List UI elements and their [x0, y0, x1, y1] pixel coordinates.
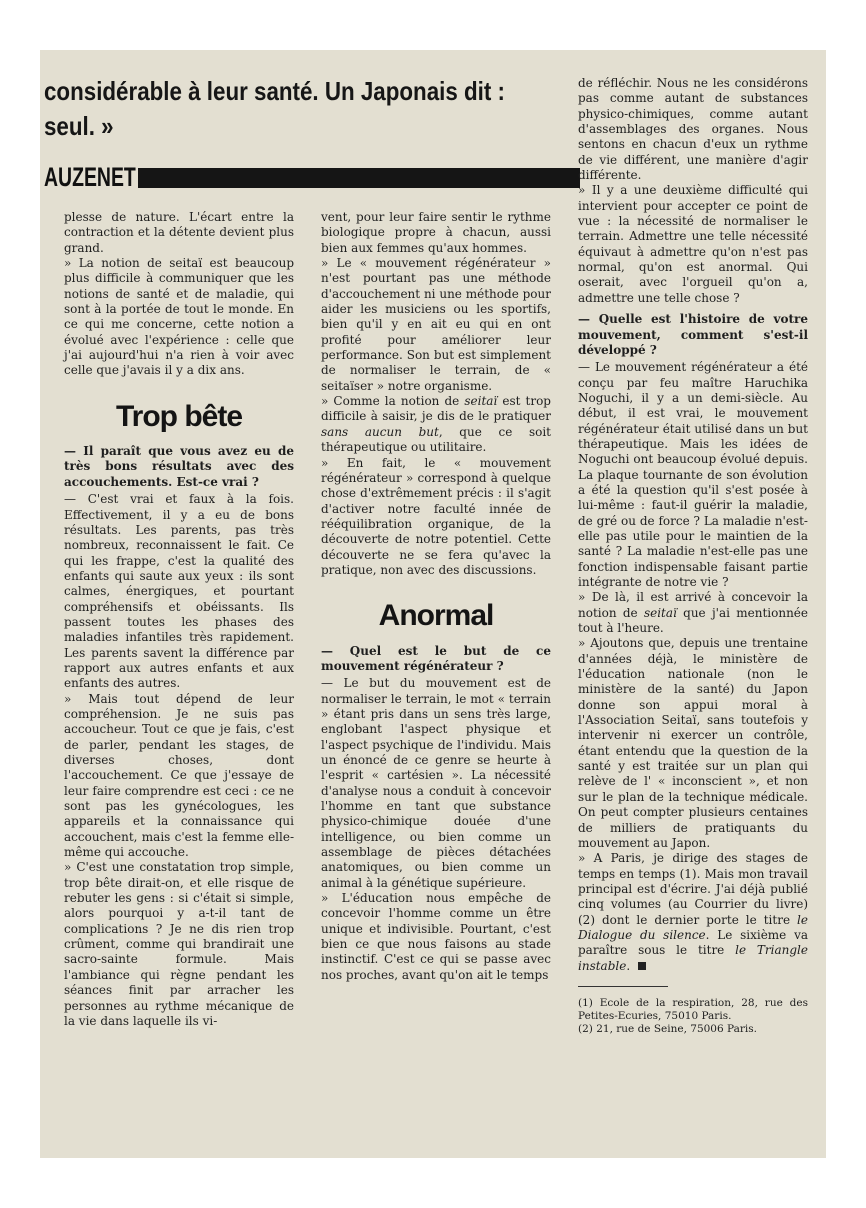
paragraph: — C'est vrai et faux à la fois. Effectivement, il y a eu de bons résultats. Les parents, pas très nombreux, reconnaissent le fait. Ce qui les frappe, c'est la qualité des enfants qui saute aux yeux : ils sont calmes, énergiques, et pourtant compréhensifs et obéissants. Ils passent toutes les phases des maladies infantiles très rapidement. Les parents savent la différence par rapport aux autres enfants et aux enfants des autres. — [64, 492, 294, 691]
paragraph — [578, 590, 808, 636]
paragraph: » En fait, le « mouvement régénérateur » correspond à quelque chose d'extrêmement précis : il s'agit d'activer notre faculté innée de rééquilibration organique, de la découverte de notre potentiel. Cette découverte ne se fera qu'avec la pratique, non avec des discussions. — [321, 455, 551, 577]
footnote-rule — [578, 986, 668, 993]
italic-term: seitaï — [643, 605, 677, 620]
paragraph — [578, 851, 808, 974]
text-run: » Comme la notion de — [321, 394, 465, 409]
text-run: . — [626, 958, 631, 973]
byline-rule — [138, 168, 580, 188]
column-2 — [321, 210, 551, 983]
text-run: est trop difficile à saisir, je dis de le pratiquer — [321, 394, 551, 424]
footnote-2: (2) 21, rue de Seine, 75006 Paris. — [578, 1022, 757, 1035]
subheading-anormal: Anormal — [378, 599, 494, 633]
question: — Quel est le but de ce mouvement régénérateur ? — [321, 643, 551, 673]
paragraph: — Le but du mouvement est de normaliser le terrain, le mot « terrain » étant pris dans un sens très large, englobant l'aspect physique et l'aspect psychique de l'individu. Mais un énoncé de ce genre se heurte à l'esprit « cartésien ». La nécessité d'analyse nous a conduit à concevoir l'homme en tant que substance physico-chimique douée d'une intelligence, ou bien comme un assemblage de pièces détachées anatomiques, ou bien comme un animal à la génétique supérieure. — [321, 676, 551, 890]
italic-term: seitaï — [464, 394, 498, 409]
italic-title: le Triangle instable — [578, 943, 808, 973]
text-run: , que ce soit thérapeutique ou utilitaire. — [321, 424, 552, 455]
italic-term: sans aucun but — [321, 424, 439, 439]
column-1 — [64, 210, 294, 1029]
paragraph: plesse de nature. L'écart entre la contraction et la détente devient plus grand. — [64, 210, 294, 255]
question: — Il paraît que vous avez eu de très bons résultats avec des accouchements. Est-ce vrai ? — [64, 444, 294, 489]
text-run: . Le sixième va paraître sous le titre — [578, 927, 808, 958]
italic-title: le Dialogue du silence — [578, 912, 808, 942]
paragraph: » La notion de seitaï est beaucoup plus difficile à communiquer que les notions de santé et de maladie, qui sont à la portée de tout le monde. En ce qui me concerne, cette notion a évolué avec l'expérience : celle que j'ai aujourd'hui n'a rien à voir avec celle que j'avais il y a dix ans. — [64, 256, 294, 378]
paragraph: » Le « mouvement régénérateur » n'est pourtant pas une méthode d'accouchement ni une méthode pour aider les musiciens ou les sportifs, bien qu'il y en ait eu qui en ont profité pour améliorer leur performance. Son but est simplement de normaliser le terrain, de « seitaïser » notre organisme. — [321, 256, 551, 393]
paragraph: — Le mouvement régénérateur a été conçu par feu maître Haruchika Noguchi, il y a un demi-siècle. Au début, il est vrai, le mouvement régénérateur était utilisé dans un but thérapeutique. Mais les idées de Noguchi ont beaucoup évolué depuis. La plaque tournante de son évolution a été la question qu'il s'est posée à lui-même : faut-il guérir la maladie, de gré ou de force ? La maladie n'est-elle pas utile pour le maintien de la santé ? La maladie n'est-elle pas une fonction indispensable faisant partie intégrante de notre vie ? — [578, 360, 808, 589]
paragraph: » Ajoutons que, depuis une trentaine d'années déjà, le ministère de l'éducation nationale (non le ministère de la santé) du Japon donne son appui moral à l'Association Seitaï, sans toutefois y intervenir ni exercer un contrôle, étant entendu que la question de la santé y est traitée sur un plan qui relève de l' « inconscient », et non sur le plan de la technique médicale. On peut compter plusieurs centaines de milliers de pratiquants du mouvement au Japon. — [578, 636, 808, 850]
paragraph — [321, 394, 551, 455]
paragraph: vent, pour leur faire sentir le rythme biologique propre à chacun, aussi bien aux femmes qu'aux hommes. — [321, 210, 551, 255]
text-run: » De là, il est arrivé à concevoir la notion de — [578, 590, 808, 620]
headline-line-1: considérable à leur santé. Un Japonais dit : — [44, 76, 506, 106]
paragraph: de réfléchir. Nous ne les considérons pas comme autant de substances physico-chimiques, comme autant d'assemblages des organes. Nous sentons en chacun d'eux un rythme de vie différent, une manière d'agir différente. — [578, 76, 808, 183]
question: — Quelle est l'histoire de votre mouvement, comment s'est-il développé ? — [578, 312, 808, 357]
text-run: que j'ai mentionnée tout à l'heure. — [578, 605, 808, 636]
footnotes — [578, 997, 808, 1036]
footnote-1: (1) Ecole de la respiration, 28, rue des Petites-Ecuries, 75010 Paris. — [578, 996, 808, 1022]
byline-row — [44, 160, 580, 194]
headline-line-2: seul. » — [44, 111, 114, 141]
text-run: » A Paris, je dirige des stages de temps en temps (1). Mais mon travail principal est d'écrire. J'ai déjà publié cinq volumes (au Courrier du livre) (2) dont le dernier porte le titre — [578, 851, 808, 927]
paragraph: » L'éducation nous empêche de concevoir l'homme comme un être unique et indivisible. Pourtant, c'est bien ce que nous faisons au stade instinctif. C'est ce qui se passe avec nos proches, avant qu'on ait le temps — [321, 891, 551, 982]
newspaper-clipping — [40, 50, 826, 1158]
headline — [44, 74, 506, 144]
byline-author: AUZENET — [44, 162, 136, 192]
subheading-trop-bete: Trop bête — [115, 399, 242, 433]
end-of-article-mark — [638, 962, 646, 970]
column-3 — [578, 76, 808, 1036]
paragraph: » Il y a une deuxième difficulté qui intervient pour accepter ce point de vue : la nécessité de normaliser le terrain. Admettre une telle nécessité équivaut à admettre qu'on n'est pas normal, qu'on est anormal. Qui oserait, avec l'orgueil qu'on a, admettre une telle chose ? — [578, 183, 808, 305]
paragraph: » Mais tout dépend de leur compréhension. Je ne suis pas accoucheur. Tout ce que je fais, c'est de parler, pendant les stages, de diverses choses, dont l'accouchement. Ce que j'essaye de leur faire comprendre est ceci : ce ne sont pas les gynécologues, les appareils et la connaissance qui accouchent, mais c'est la femme elle-même qui accouche. — [64, 691, 294, 860]
paragraph: » C'est une constatation trop simple, trop bête dirait-on, et elle risque de rebuter les gens : si c'était si simple, alors pourquoi y a-t-il tant de complications ? Je ne dis rien trop crûment, comme qui brandirait une sacro-sainte formule. Mais l'ambiance qui règne pendant les séances finit par arracher les personnes au rythme mécanique de la vie dans laquelle ils vi- — [64, 860, 294, 1028]
